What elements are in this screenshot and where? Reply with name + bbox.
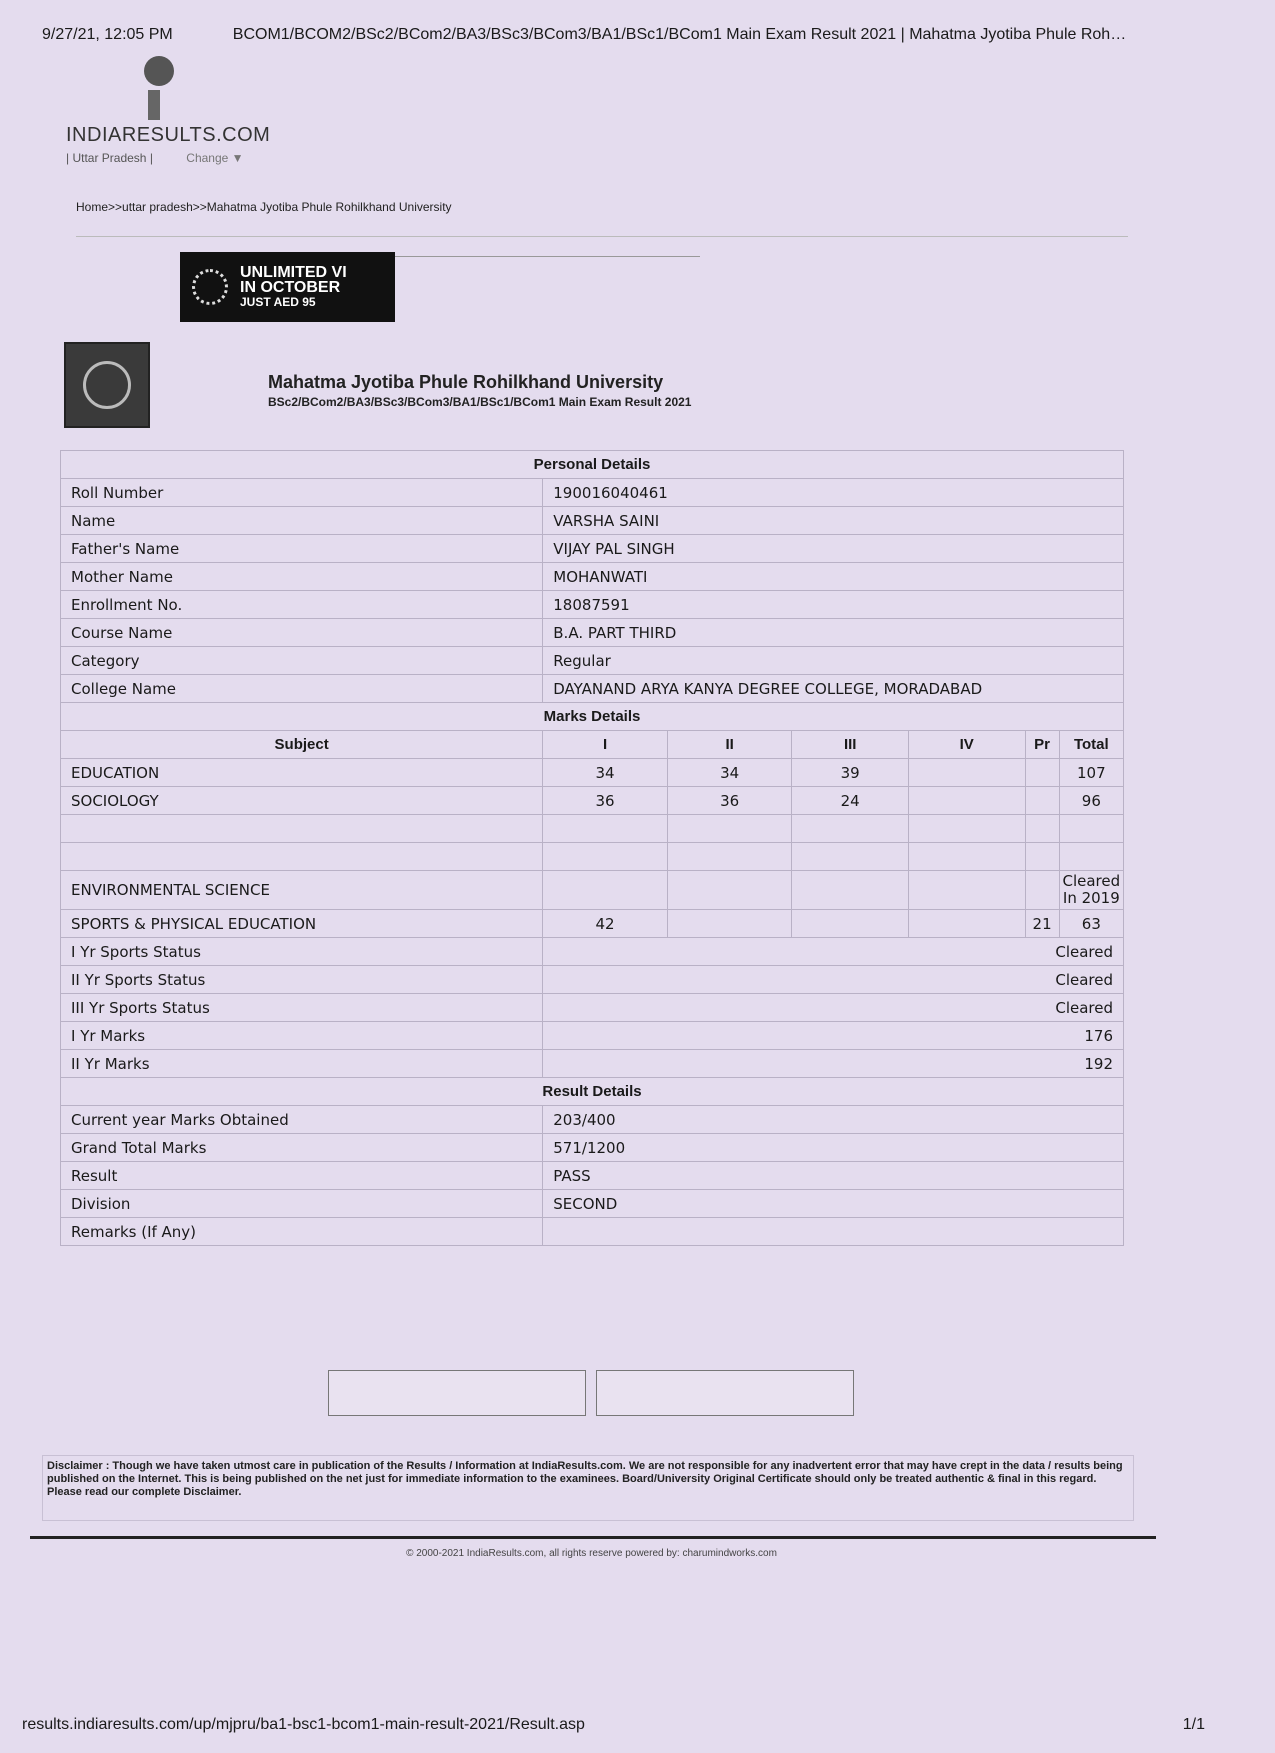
university-name: Mahatma Jyotiba Phule Rohilkhand University xyxy=(268,372,664,392)
ad-banner[interactable] xyxy=(180,252,395,322)
row-label: Roll Number xyxy=(61,479,543,507)
row-label: Father's Name xyxy=(61,535,543,563)
site-logo-text[interactable]: INDIARESULTS.COM xyxy=(66,124,271,146)
col-total: Total xyxy=(1059,731,1123,759)
table-row xyxy=(61,675,1124,703)
table-row xyxy=(61,1218,1124,1246)
table-row xyxy=(61,787,1124,815)
copyright: © 2000-2021 IndiaResults.com, all rights reserve powered by: charumindworks.com xyxy=(406,1548,777,1559)
row-value: 571/1200 xyxy=(543,1134,1124,1162)
row-value: 18087591 xyxy=(543,591,1124,619)
site-logo-icon[interactable] xyxy=(138,56,180,122)
result-table xyxy=(60,450,1124,1246)
subject-name: EDUCATION xyxy=(61,759,543,787)
paper-4-mark xyxy=(908,787,1025,815)
row-value: MOHANWATI xyxy=(543,563,1124,591)
marks-header-row xyxy=(61,731,1124,759)
paper-1-mark: 36 xyxy=(543,787,668,815)
subject-name: ENVIRONMENTAL SCIENCE xyxy=(61,871,543,910)
table-row xyxy=(61,591,1124,619)
row-label: Result xyxy=(61,1162,543,1190)
table-row xyxy=(61,759,1124,787)
table-row xyxy=(61,1162,1124,1190)
print-url: results.indiaresults.com/up/mjpru/ba1-bsc1-bcom1-main-result-2021/Result.asp xyxy=(22,1716,585,1733)
divider xyxy=(76,236,1128,237)
ad-line-2: IN OCTOBER xyxy=(240,278,341,296)
row-value: B.A. PART THIRD xyxy=(543,619,1124,647)
table-row xyxy=(61,1190,1124,1218)
row-label: Name xyxy=(61,507,543,535)
row-label: II Yr Sports Status xyxy=(61,966,543,994)
subject-name: SOCIOLOGY xyxy=(61,787,543,815)
exam-subtitle: BSc2/BCom2/BA3/BSc3/BCom3/BA1/BSc1/BCom1 Main Exam Result 2021 xyxy=(268,395,692,409)
breadcrumb[interactable]: Home>>uttar pradesh>>Mahatma Jyotiba Phule Rohilkhand University xyxy=(76,200,452,214)
footer-divider xyxy=(30,1536,1156,1539)
table-row xyxy=(61,563,1124,591)
row-value: SECOND xyxy=(543,1190,1124,1218)
row-value: 176 xyxy=(543,1022,1124,1050)
row-label: College Name xyxy=(61,675,543,703)
row-value: VARSHA SAINI xyxy=(543,507,1124,535)
paper-1-mark: 42 xyxy=(543,910,668,938)
paper-1-mark: 34 xyxy=(543,759,668,787)
marks-details-heading: Marks Details xyxy=(61,703,1124,731)
result-details-heading: Result Details xyxy=(61,1078,1124,1106)
row-value: VIJAY PAL SINGH xyxy=(543,535,1124,563)
row-label: Division xyxy=(61,1190,543,1218)
row-value xyxy=(543,1218,1124,1246)
print-page-title: BCOM1/BCOM2/BSc2/BCom2/BA3/BSc3/BCom3/BA1/BSc1/BCom1 Main Exam Result 2021 | Mahatma Jyotiba Phule Roh… xyxy=(232,26,1127,43)
table-row xyxy=(61,1134,1124,1162)
row-label: Category xyxy=(61,647,543,675)
table-row xyxy=(61,647,1124,675)
row-value: PASS xyxy=(543,1162,1124,1190)
row-value: DAYANAND ARYA KANYA DEGREE COLLEGE, MORADABAD xyxy=(543,675,1124,703)
disclaimer: Disclaimer : Though we have taken utmost care in publication of the Results / Information at IndiaResults.com. We are not responsible for any inadvertent error that may have crept in the data / results being published on the Internet. This is being published on the net just for immediate information to the examinees. Board/University Original Certificate should only be treated authentic & final in this regard. Please read our complete Disclaimer. xyxy=(42,1455,1134,1521)
print-header xyxy=(42,26,1205,44)
empty-row xyxy=(61,843,1124,871)
row-value: 203/400 xyxy=(543,1106,1124,1134)
table-row xyxy=(61,479,1124,507)
row-label: Course Name xyxy=(61,619,543,647)
table-row xyxy=(61,507,1124,535)
row-label: Mother Name xyxy=(61,563,543,591)
table-row xyxy=(61,994,1124,1022)
practical-mark xyxy=(1025,759,1059,787)
col-subject: Subject xyxy=(61,731,543,759)
col-paper-4: IV xyxy=(908,731,1025,759)
paper-3-mark: 24 xyxy=(792,787,909,815)
row-label: I Yr Marks xyxy=(61,1022,543,1050)
ad-divider xyxy=(395,256,700,257)
row-label: III Yr Sports Status xyxy=(61,994,543,1022)
site-logo-block xyxy=(66,56,286,165)
total-mark: 107 xyxy=(1059,759,1123,787)
table-row xyxy=(61,619,1124,647)
row-label: Current year Marks Obtained xyxy=(61,1106,543,1134)
table-row xyxy=(61,966,1124,994)
table-row xyxy=(61,871,1124,910)
row-value: 192 xyxy=(543,1050,1124,1078)
row-label: Remarks (If Any) xyxy=(61,1218,543,1246)
table-row xyxy=(61,535,1124,563)
col-paper-1: I xyxy=(543,731,668,759)
paper-2-mark: 36 xyxy=(667,787,792,815)
ad-line-1: UNLIMITED VI xyxy=(240,263,347,281)
total-mark: Cleared In 2019 xyxy=(1059,871,1123,910)
expo-emblem-icon xyxy=(192,269,228,305)
table-row xyxy=(61,1050,1124,1078)
row-value: Regular xyxy=(543,647,1124,675)
print-datetime: 9/27/21, 12:05 PM xyxy=(42,26,173,43)
row-value: Cleared xyxy=(543,938,1124,966)
page-number: 1/1 xyxy=(1182,1716,1205,1733)
back-button[interactable] xyxy=(596,1370,854,1416)
row-label: I Yr Sports Status xyxy=(61,938,543,966)
paper-3-mark: 39 xyxy=(792,759,909,787)
university-heading xyxy=(268,372,691,409)
subject-name: SPORTS & PHYSICAL EDUCATION xyxy=(61,910,543,938)
empty-row xyxy=(61,815,1124,843)
col-paper-2: II xyxy=(667,731,792,759)
row-value: Cleared xyxy=(543,994,1124,1022)
row-label: Grand Total Marks xyxy=(61,1134,543,1162)
table-row xyxy=(61,910,1124,938)
ad-line-3: JUST AED 95 xyxy=(240,294,316,309)
practical-mark: 21 xyxy=(1025,910,1059,938)
paper-4-mark xyxy=(908,759,1025,787)
row-value: Cleared xyxy=(543,966,1124,994)
table-row xyxy=(61,1022,1124,1050)
row-value: 190016040461 xyxy=(543,479,1124,507)
personal-details-heading: Personal Details xyxy=(61,451,1124,479)
row-label: Enrollment No. xyxy=(61,591,543,619)
col-practical: Pr xyxy=(1025,731,1059,759)
practical-mark xyxy=(1025,787,1059,815)
table-row xyxy=(61,1106,1124,1134)
row-label: II Yr Marks xyxy=(61,1050,543,1078)
total-mark: 96 xyxy=(1059,787,1123,815)
paper-2-mark: 34 xyxy=(667,759,792,787)
col-paper-3: III xyxy=(792,731,909,759)
print-button[interactable] xyxy=(328,1370,586,1416)
university-logo-icon xyxy=(64,342,150,428)
change-region-link[interactable]: Change ▼ xyxy=(186,151,244,165)
region-label: | Uttar Pradesh | xyxy=(66,151,153,165)
table-row xyxy=(61,938,1124,966)
print-footer xyxy=(22,1716,1205,1734)
region-selector xyxy=(66,151,286,165)
total-mark: 63 xyxy=(1059,910,1123,938)
